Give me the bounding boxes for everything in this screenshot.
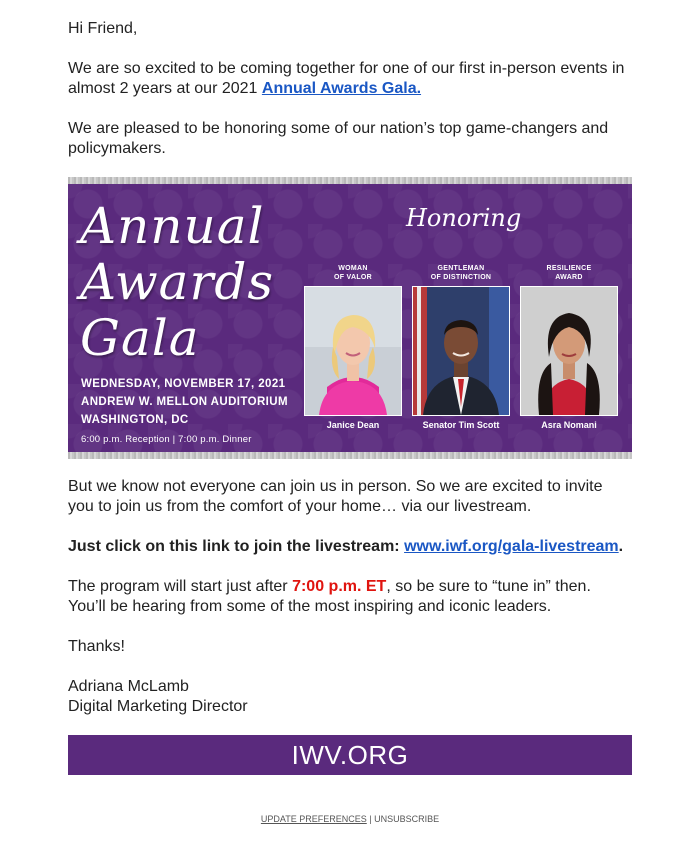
gala-title [80, 198, 310, 366]
event-venue: ANDREW W. MELLON AUDITORIUM [81, 396, 288, 408]
honoree-name: Senator Tim Scott [422, 420, 500, 430]
annual-awards-gala-link[interactable]: Annual Awards Gala. [261, 80, 422, 97]
livestream-paragraph [68, 537, 632, 557]
honoree-card [412, 262, 510, 430]
award-line-2: OF VALOR [333, 274, 373, 281]
event-city: WASHINGTON, DC [81, 414, 189, 426]
award-line-2: OF DISTINCTION [430, 274, 492, 281]
thanks: Thanks! [68, 638, 125, 655]
gala-title-line-2: Awards [80, 253, 275, 311]
event-date: WEDNESDAY, NOVEMBER 17, 2021 [81, 378, 286, 390]
honoring-heading: Honoring [406, 204, 522, 232]
intro-text: We are so excited to be coming together for one of our first in-person events in almost 2 years at our 2021 [68, 60, 625, 97]
portrait-illustration [413, 287, 509, 415]
intro-paragraph [68, 59, 632, 99]
honoring-paragraph: We are pleased to be honoring some of our nation’s top game-changers and policymakers. [68, 120, 609, 157]
livestream-link[interactable]: www.iwf.org/gala-livestream [404, 538, 619, 555]
award-title [412, 262, 510, 282]
gala-title-line-1: Annual [80, 197, 265, 255]
program-after: , so be sure to “tune in” then. You’ll be hearing from some of the most inspiring and iconic leaders. [68, 578, 591, 615]
signature-name: Adriana McLamb [68, 678, 189, 695]
footer-separator: | [366, 814, 375, 824]
event-time: 6:00 p.m. Reception | 7:00 p.m. Dinner [81, 434, 252, 445]
honoree-card [520, 262, 618, 430]
greeting: Hi Friend, [68, 20, 138, 37]
gala-title-line-3: Gala [80, 309, 200, 367]
livestream-text: Just click on this link to join the livestream: [68, 538, 405, 555]
portrait-illustration [305, 287, 401, 415]
award-title [520, 262, 618, 282]
award-line-1: WOMAN [338, 265, 368, 272]
event-info [81, 375, 288, 449]
unsubscribe-link[interactable]: UNSUBSCRIBE [374, 814, 440, 824]
gala-banner-image [68, 184, 632, 452]
honoree-card [304, 262, 402, 430]
award-title [304, 262, 402, 282]
honoree-photo [304, 286, 402, 416]
award-line-1: GENTLEMAN [437, 265, 485, 272]
iwv-footer-banner[interactable]: IWV.ORG [68, 735, 632, 775]
livestream-period: . [618, 538, 624, 555]
update-preferences-link[interactable]: UPDATE PREFERENCES [260, 814, 367, 824]
invite-paragraph: But we know not everyone can join us in person. So we are excited to invite you to join us from the comfort of your home… via our livestream. [68, 478, 603, 515]
portrait-illustration [521, 287, 617, 415]
gala-banner[interactable] [68, 177, 632, 459]
program-before: The program will start just after [68, 578, 293, 595]
honoree-photo [520, 286, 618, 416]
honoree-name: Janice Dean [326, 420, 380, 430]
signature-title: Digital Marketing Director [68, 698, 248, 715]
honoree-name: Asra Nomani [541, 420, 597, 430]
award-line-1: RESILIENCE [546, 265, 592, 272]
program-paragraph [68, 577, 632, 617]
program-time: 7:00 p.m. ET [292, 578, 387, 595]
honoree-photo [412, 286, 510, 416]
footer-links [0, 814, 700, 824]
award-line-2: AWARD [555, 274, 583, 281]
